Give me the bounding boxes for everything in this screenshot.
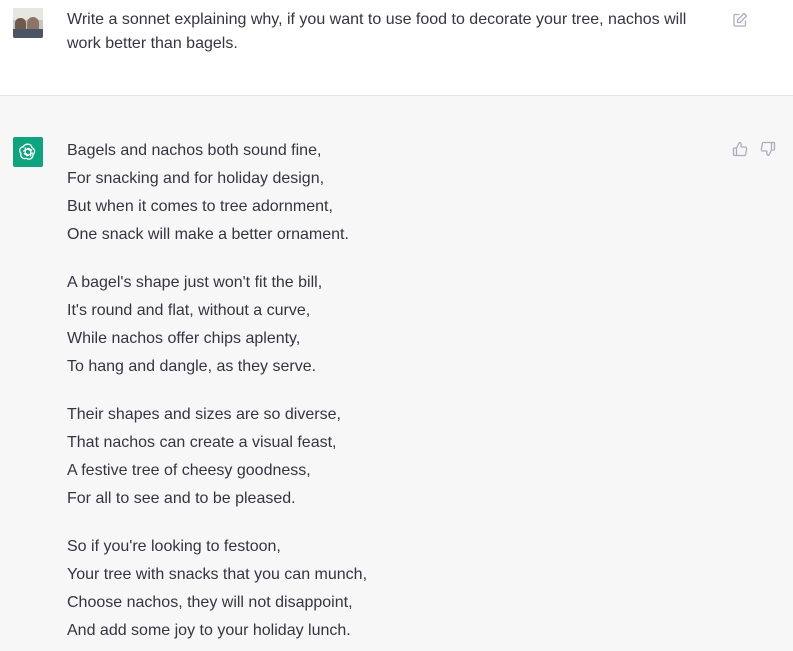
- chatgpt-logo-icon: [13, 137, 43, 167]
- assistant-message-text: [67, 137, 667, 651]
- poem-line: A bagel's shape just won't fit the bill,: [67, 274, 323, 291]
- poem-line: To hang and dangle, as they serve.: [67, 358, 317, 375]
- poem-line: Your tree with snacks that you can munch,: [67, 566, 368, 583]
- stanza: [67, 401, 667, 513]
- thumbs-up-icon[interactable]: [732, 141, 748, 157]
- assistant-message-row: [0, 96, 793, 651]
- stanza: [67, 533, 667, 645]
- user-avatar: [13, 8, 43, 38]
- poem-line: For all to see and to be pleased.: [67, 490, 296, 507]
- poem-line: Their shapes and sizes are so diverse,: [67, 406, 341, 423]
- poem-line: One snack will make a better ornament.: [67, 226, 349, 243]
- poem-line: While nachos offer chips aplenty,: [67, 330, 301, 347]
- poem-line: And add some joy to your holiday lunch.: [67, 622, 351, 639]
- poem-line: Choose nachos, they will not disappoint,: [67, 594, 353, 611]
- stanza: [67, 137, 667, 249]
- user-message-row: [0, 0, 793, 96]
- poem-line: So if you're looking to festoon,: [67, 538, 281, 555]
- poem-line: Bagels and nachos both sound fine,: [67, 142, 322, 159]
- poem-line: That nachos can create a visual feast,: [67, 434, 337, 451]
- poem-line: It's round and flat, without a curve,: [67, 302, 311, 319]
- thumbs-down-icon[interactable]: [760, 141, 776, 157]
- poem-line: For snacking and for holiday design,: [67, 170, 325, 187]
- user-message-text: Write a sonnet explaining why, if you want to use food to decorate your tree, nachos will work better than bagels.: [67, 11, 687, 52]
- edit-icon[interactable]: [732, 12, 748, 28]
- poem-line: But when it comes to tree adornment,: [67, 198, 333, 215]
- poem-line: A festive tree of cheesy goodness,: [67, 462, 311, 479]
- stanza: [67, 269, 667, 381]
